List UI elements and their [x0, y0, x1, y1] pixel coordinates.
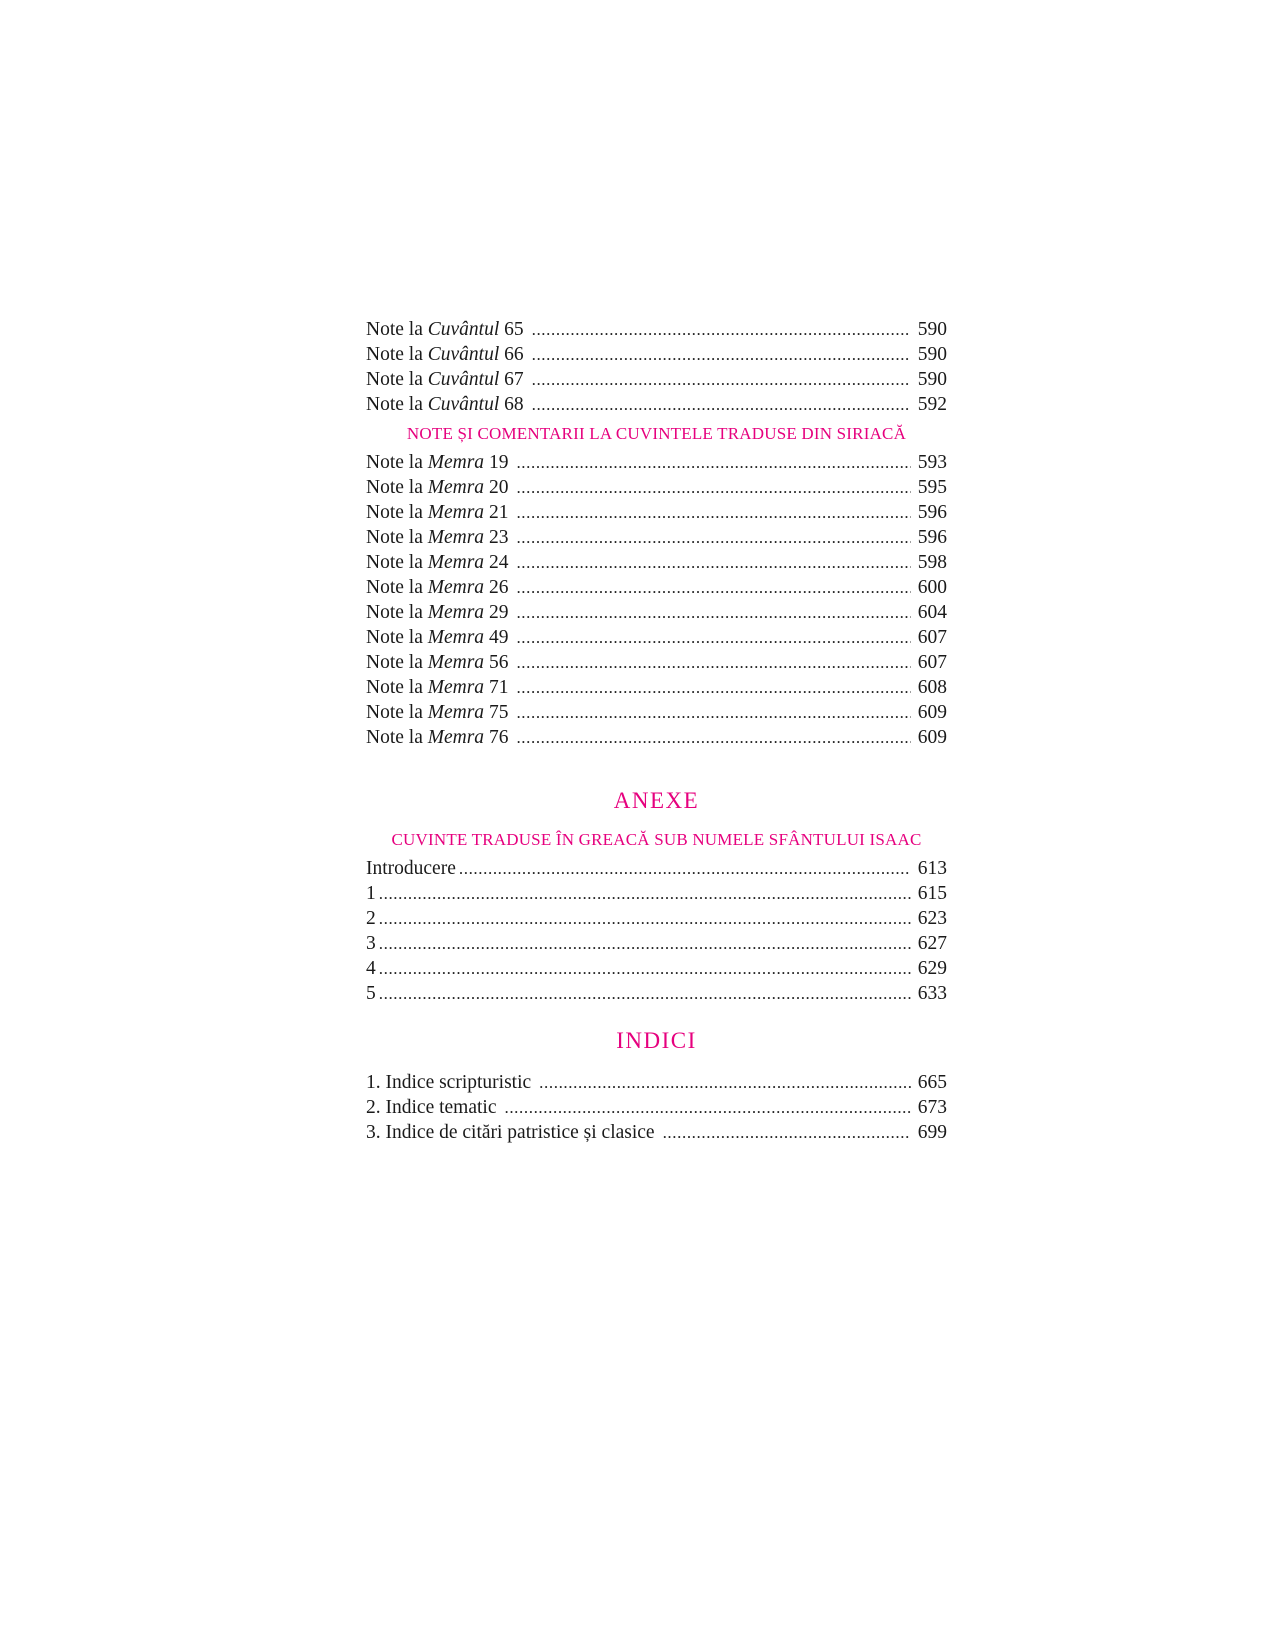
toc-entry-label: Note la Cuvântul 67	[366, 369, 524, 390]
toc-entry[interactable]	[366, 725, 947, 750]
toc-entry-page: 608	[917, 677, 947, 698]
toc-entry-page: 590	[917, 319, 947, 340]
toc-entry-page: 673	[917, 1097, 947, 1118]
toc-entry-page: 600	[917, 577, 947, 598]
toc-entry[interactable]	[366, 550, 947, 575]
toc-entry-label: Note la Memra 26	[366, 577, 509, 598]
toc-entry-page: 598	[917, 552, 947, 573]
dot-leader	[379, 931, 911, 956]
dot-leader	[459, 856, 911, 881]
toc-entry[interactable]	[366, 625, 947, 650]
toc-entry-page: 604	[917, 602, 947, 623]
memra-notes-list	[366, 450, 947, 750]
toc-entry[interactable]	[366, 342, 947, 367]
toc-entry-page: 590	[917, 344, 947, 365]
toc-entry-label: 2	[366, 908, 376, 929]
toc-entry-label: Note la Memra 75	[366, 702, 509, 723]
toc-entry-page: 633	[917, 983, 947, 1004]
dot-leader	[516, 600, 910, 625]
toc-entry-label: 1	[366, 883, 376, 904]
toc-entry-label: 3	[366, 933, 376, 954]
toc-entry[interactable]	[366, 525, 947, 550]
toc-entry-label: Note la Cuvântul 66	[366, 344, 524, 365]
toc-entry[interactable]	[366, 1070, 947, 1095]
section-heading-indici: INDICI	[616, 1028, 697, 1053]
toc-entry[interactable]	[366, 881, 947, 906]
dot-leader	[539, 1070, 911, 1095]
toc-entry-page: 596	[917, 527, 947, 548]
toc-entry-label: Note la Memra 29	[366, 602, 509, 623]
section-heading-siriaca: NOTE ȘI COMENTARII LA CUVINTELE TRADUSE DIN SIRIACĂ	[406, 424, 907, 443]
dot-leader	[516, 475, 910, 500]
toc-entry-label: Note la Memra 19	[366, 452, 509, 473]
dot-leader	[516, 575, 910, 600]
toc-entry[interactable]	[366, 650, 947, 675]
toc-entry[interactable]	[366, 475, 947, 500]
dot-leader	[379, 881, 911, 906]
toc-entry-label: Note la Memra 56	[366, 652, 509, 673]
toc-entry[interactable]	[366, 931, 947, 956]
toc-entry-label: Note la Memra 71	[366, 677, 509, 698]
dot-leader	[516, 550, 910, 575]
dot-leader	[663, 1120, 911, 1145]
toc-entry-page: 665	[917, 1072, 947, 1093]
anexe-list	[366, 856, 947, 1006]
toc-entry-label: Note la Memra 76	[366, 727, 509, 748]
toc-entry-label: 4	[366, 958, 376, 979]
toc-entry-page: 609	[917, 702, 947, 723]
toc-entry-label: 5	[366, 983, 376, 1004]
toc-entry-page: 613	[917, 858, 947, 879]
toc-entry-page: 629	[917, 958, 947, 979]
toc-entry[interactable]	[366, 856, 947, 881]
toc-entry[interactable]	[366, 450, 947, 475]
toc-entry-page: 590	[917, 369, 947, 390]
toc-entry-label: 2. Indice tematic	[366, 1097, 497, 1118]
toc-entry-page: 593	[917, 452, 947, 473]
dot-leader	[532, 317, 911, 342]
toc-entry-page: 609	[917, 727, 947, 748]
toc-entry-page: 699	[917, 1122, 947, 1143]
dot-leader	[516, 650, 910, 675]
dot-leader	[516, 725, 910, 750]
toc-entry-page: 607	[917, 652, 947, 673]
toc-entry-label: Note la Memra 20	[366, 477, 509, 498]
dot-leader	[532, 392, 911, 417]
dot-leader	[516, 700, 910, 725]
dot-leader	[516, 675, 910, 700]
toc-entry-label: Note la Cuvântul 68	[366, 394, 524, 415]
toc-entry-label: 1. Indice scripturistic	[366, 1072, 532, 1093]
dot-leader	[379, 956, 911, 981]
section-heading-anexe: ANEXE	[613, 788, 700, 813]
toc-entry-label: Note la Memra 21	[366, 502, 509, 523]
dot-leader	[516, 450, 910, 475]
toc-entry[interactable]	[366, 575, 947, 600]
indici-list	[366, 1070, 947, 1145]
toc-entry[interactable]	[366, 500, 947, 525]
toc-entry-label: Note la Memra 49	[366, 627, 509, 648]
toc-entry[interactable]	[366, 700, 947, 725]
toc-entry-label: Note la Cuvântul 65	[366, 319, 524, 340]
toc-entry-page: 596	[917, 502, 947, 523]
section-heading-greaca: CUVINTE TRADUSE ÎN GREACĂ SUB NUMELE SFÂNTULUI ISAAC	[391, 830, 922, 849]
dot-leader	[379, 906, 911, 931]
dot-leader	[532, 367, 911, 392]
toc-entry-page: 607	[917, 627, 947, 648]
toc-entry-page: 623	[917, 908, 947, 929]
dot-leader	[379, 981, 911, 1006]
toc-entry-label: 3. Indice de citări patristice și clasice	[366, 1122, 655, 1143]
toc-entry[interactable]	[366, 675, 947, 700]
toc-entry[interactable]	[366, 981, 947, 1006]
toc-entry-page: 592	[917, 394, 947, 415]
toc-entry-page: 595	[917, 477, 947, 498]
toc-entry[interactable]	[366, 367, 947, 392]
toc-entry[interactable]	[366, 906, 947, 931]
dot-leader	[516, 500, 910, 525]
dot-leader	[516, 625, 910, 650]
cuvantul-notes-list	[366, 317, 947, 417]
toc-entry-page: 615	[917, 883, 947, 904]
dot-leader	[504, 1095, 910, 1120]
toc-entry-page: 627	[917, 933, 947, 954]
toc-entry-label: Introducere	[366, 858, 456, 879]
dot-leader	[532, 342, 911, 367]
dot-leader	[516, 525, 910, 550]
toc-entry[interactable]	[366, 1095, 947, 1120]
table-of-contents	[366, 317, 947, 1145]
toc-entry-label: Note la Memra 24	[366, 552, 509, 573]
toc-entry[interactable]	[366, 317, 947, 342]
toc-entry-label: Note la Memra 23	[366, 527, 509, 548]
toc-entry[interactable]	[366, 1120, 947, 1145]
toc-entry[interactable]	[366, 956, 947, 981]
toc-entry[interactable]	[366, 600, 947, 625]
toc-entry[interactable]	[366, 392, 947, 417]
